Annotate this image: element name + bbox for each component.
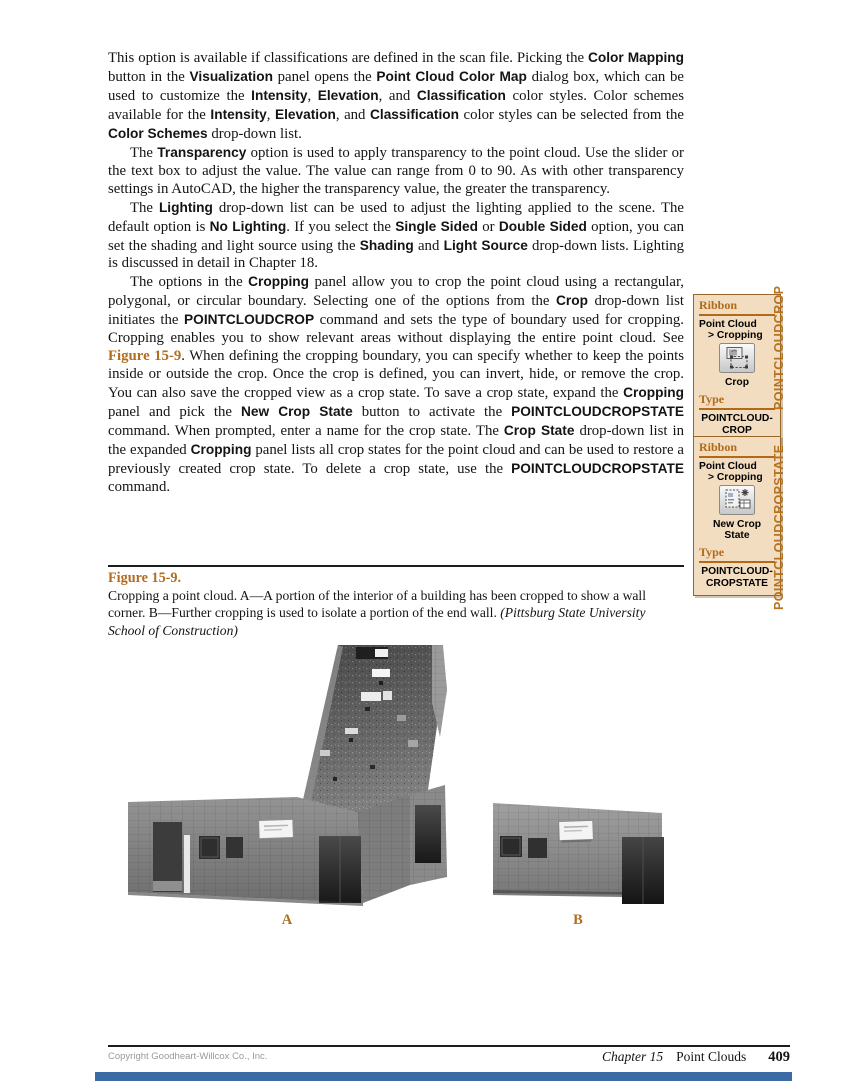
ui-term: Point Cloud Color Map: [376, 68, 527, 84]
body-text-run: panel opens the: [272, 68, 377, 85]
body-text-run: command. When prompted, enter a name for the crop state. The: [108, 423, 504, 440]
body-text-run: and: [413, 237, 444, 254]
ui-term: Color Mapping: [587, 50, 684, 65]
ui-term: Classification: [370, 106, 459, 122]
footer-copyright: Copyright Goodheart-Willcox Co., Inc.: [108, 1051, 268, 1062]
body-text-run: The: [130, 144, 158, 161]
type-heading: Type: [699, 392, 775, 410]
ui-term: Visualization: [189, 68, 273, 84]
body-text-run: , and: [335, 106, 370, 123]
figure-number-label: Figure 15-9.: [108, 570, 182, 586]
body-text-run: , and: [378, 87, 417, 104]
body-text-run: command.: [108, 478, 171, 495]
body-text-run: The options in the: [130, 274, 249, 291]
body-text-run: button in the: [108, 68, 190, 85]
paragraph-cropping: [108, 273, 684, 496]
figure-divider-rule: [108, 565, 684, 567]
body-text-run: panel and pick the: [108, 404, 241, 421]
body-text-run: color styles can be selected from the: [459, 106, 684, 123]
ui-term: Cropping: [623, 385, 684, 401]
ui-term: Double Sided: [498, 218, 587, 234]
body-text-run: dialog box, which can be used to customize the: [108, 68, 684, 104]
footer-chapter-label: Chapter 15: [601, 1049, 664, 1064]
ribbon-tab-label: Point Cloud: [699, 319, 757, 330]
body-text-run: The: [130, 199, 159, 216]
body-text-run: color styles. Color schemes available for the: [108, 87, 684, 123]
ui-term: No Lighting: [209, 218, 287, 234]
body-text-run: option, you can set the shading and light source using the: [108, 218, 684, 254]
ui-term: Intensity: [210, 106, 267, 122]
footer-rule: [108, 1045, 790, 1047]
ribbon-tab-label: Point Cloud: [699, 461, 757, 472]
crop-button-label: Crop: [724, 377, 750, 388]
ui-term: Elevation: [317, 87, 379, 103]
ui-term: Transparency: [157, 144, 247, 160]
body-text-run: button to activate the: [352, 404, 512, 421]
point-cloud-image-b: [488, 798, 668, 915]
ui-term: Intensity: [251, 87, 308, 103]
footer-running-head: [108, 1049, 790, 1066]
body-text-column: [108, 49, 684, 497]
ui-term: Classification: [416, 87, 506, 103]
body-text-run: drop-down list in the expanded: [108, 423, 684, 459]
ui-term: Single Sided: [395, 218, 478, 234]
paragraph-color-mapping: [108, 49, 684, 144]
credit-text: (Pittsburg State University School of Construction): [108, 605, 646, 638]
command-name: POINTCLOUD- CROPSTATE: [701, 566, 773, 589]
new-crop-state-button-icon: [719, 507, 755, 518]
body-text-run: drop-down list can be used to adjust the lighting applied to the scene. The default option is: [108, 199, 684, 235]
ui-term: POINTCLOUDCROPSTATE: [511, 404, 685, 420]
ui-term: Light Source: [443, 237, 528, 253]
body-text-run: This option is available if classifications are defined in the scan file. Picking the: [108, 50, 588, 66]
ui-term: Crop: [556, 293, 588, 309]
body-text-run: panel allow you to crop the point cloud using a rectangular, polygonal, or circular boundary. Selecting one of the options from the: [108, 274, 684, 310]
margin-command-pointcloudcrop: POINTCLOUDCROP: [772, 285, 786, 410]
ribbon-heading: Ribbon: [699, 440, 775, 458]
body-text-run: command and sets the type of boundary used for cropping. Cropping enables you to show relevant areas without displaying the entire point cloud. See: [108, 312, 684, 347]
figure-caption: [108, 587, 684, 639]
body-text-run: ,: [307, 87, 318, 104]
body-text-run: option is used to apply transparency to the point cloud. Use the slider or the text box to adjust the value. The value can range from 0 to 90. As with other transparency settings in AutoCAD, the higher the transparency value, the greater the transparency.: [108, 144, 684, 197]
ui-term: Shading: [359, 237, 414, 253]
ui-term: Crop State: [503, 423, 575, 439]
body-text-run: panel lists all crop states for the point cloud and can be used to restore a previously created crop state. To delete a crop state, use the: [108, 442, 685, 477]
new-crop-state-button-label: New Crop State: [712, 519, 762, 541]
ui-term: Color Schemes: [108, 125, 208, 141]
paragraph-lighting: [108, 199, 684, 274]
ribbon-panel-label: > Cropping: [708, 330, 763, 341]
margin-command-pointcloudcropstate: POINTCLOUDCROPSTATE: [772, 444, 786, 610]
figure-sublabel-a: A: [281, 912, 293, 928]
bottom-edge-bar: [95, 1072, 792, 1081]
ui-term: Elevation: [274, 106, 336, 122]
ui-term: Cropping: [248, 274, 309, 290]
figure-sublabel-b: B: [573, 912, 583, 928]
ribbon-reference-box-crop: [693, 294, 781, 443]
ui-term: POINTCLOUDCROPSTATE: [511, 460, 684, 476]
ui-term: POINTCLOUDCROP: [184, 312, 315, 328]
ribbon-heading: Ribbon: [699, 298, 775, 316]
body-text-run: ,: [266, 106, 275, 123]
figure-ref: Figure 15-9: [108, 348, 182, 365]
body-text-run: . When defining the cropping boundary, you can specify whether to keep the points inside or outside the crop. Once the crop is defined, you can invert, hide, or remove the crop. You can also save the cropped view as a crop state. To save a crop state, expand the: [108, 348, 684, 402]
body-text-run: drop-down list.: [207, 125, 302, 142]
body-text-run: Cropping a point cloud. A—A portion of the interior of a building has been cropped to show a wall corner. B—Further cropping is used to isolate a portion of the end wall.: [108, 588, 646, 621]
command-name: POINTCLOUD- CROP: [701, 413, 773, 436]
ui-term: New Crop State: [240, 404, 353, 420]
type-heading: Type: [699, 545, 775, 563]
body-text-run: . If you select the: [286, 218, 396, 235]
body-text-run: or: [477, 218, 499, 235]
body-text-run: drop-down list initiates the: [108, 293, 685, 329]
ui-term: Lighting: [158, 199, 213, 215]
paragraph-transparency: [108, 144, 684, 199]
footer-page-number: 409: [768, 1049, 790, 1065]
point-cloud-image-a: [127, 645, 447, 912]
ribbon-reference-box-new-crop-state: [693, 436, 781, 596]
ui-term: Cropping: [190, 442, 252, 458]
footer-chapter-title: Point Clouds: [676, 1049, 747, 1064]
body-text-run: drop-down lists. Lighting is discussed in detail in Chapter 18.: [108, 237, 684, 272]
crop-button-icon: [719, 365, 755, 376]
ribbon-panel-label: > Cropping: [708, 472, 763, 483]
